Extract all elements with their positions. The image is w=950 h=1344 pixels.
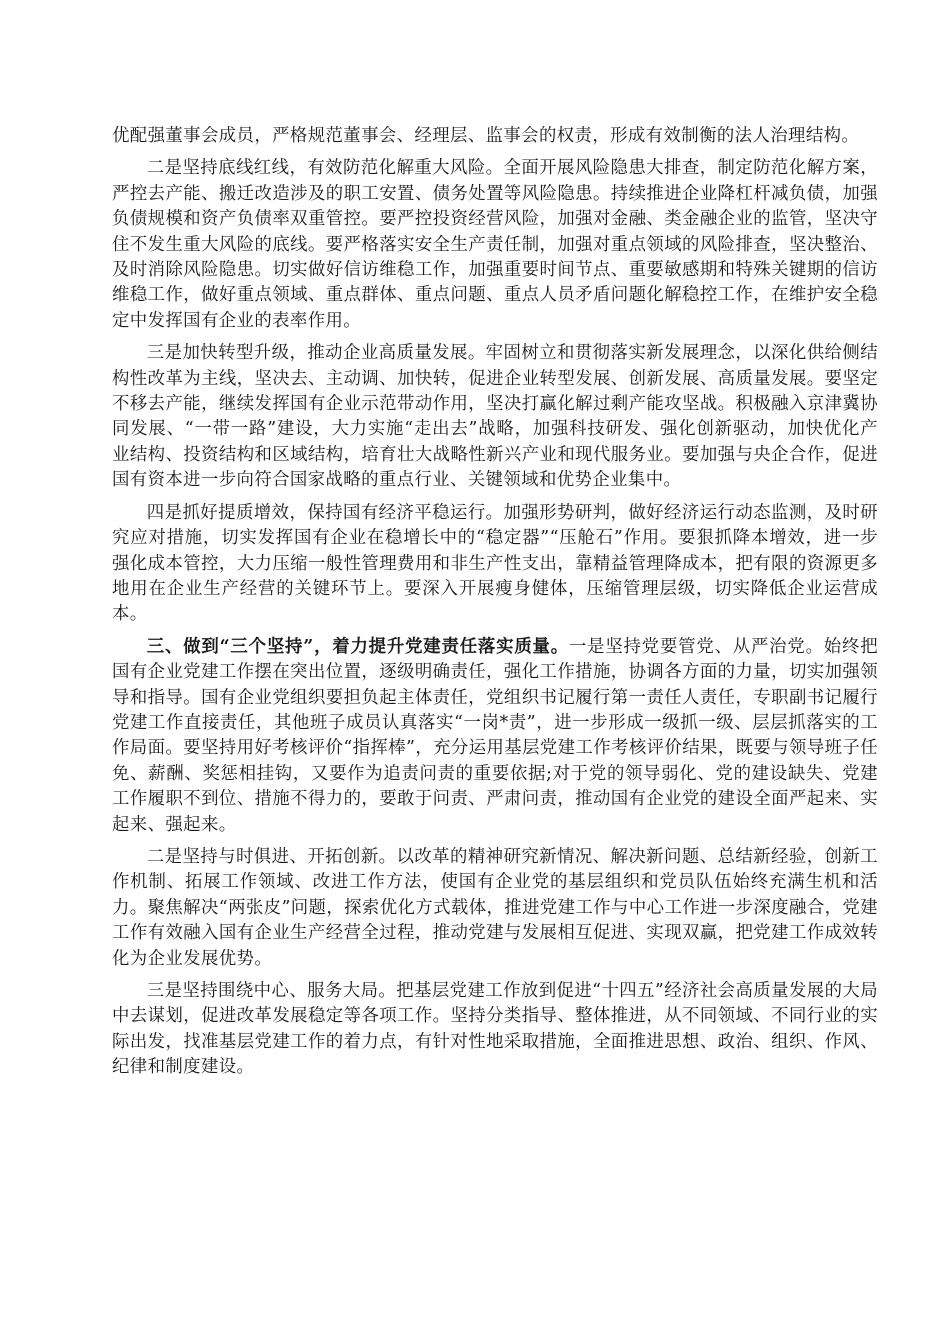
paragraph-risk-prevention (112, 156, 878, 334)
paragraph-text: 四是抓好提质增效，保持国有经济平稳运行。加强形势研判，做好经济运行动态监测，及时研究应对措施，切实发挥国有企业在稳增长中的“稳定器”“压舱石”作用。要狠抓降本增效，进一步强化成本管控，大力压缩一般性管理费用和非生产性支出，靠精益管理降成本，把有限的资源更多地用在企业生产经营的关键环节上。要深入开展瘦身健体，压缩管理层级，切实降低企业运营成本。 (112, 502, 878, 625)
section-heading: 三、做到“三个坚持”，着力提升党建责任落实质量。 (146, 636, 569, 657)
paragraph-text: 三是坚持围绕中心、服务大局。把基层党建工作放到促进“十四五”经济社会高质量发展的大局中去谋划，促进改革发展稳定等各项工作。坚持分类指导、整体推进，从不同领域、不同行业的实际出发，找准基层党建工作的着力点，有针对性地采取措施，全面推进思想、政治、组织、作风、纪律和制度建设。 (112, 981, 878, 1078)
paragraph-innovation (112, 845, 878, 972)
paragraph-text: 二是坚持底线红线，有效防范化解重大风险。全面开展风险隐患大排查，制定防范化解方案，严控去产能、搬迁改造涉及的职工安置、债务处置等风险隐患。持续推进企业降杠杆减负债，加强负债规模和资产负债率双重管控。要严控投资经营风险，加强对金融、类金融企业的监管，坚决守住不发生重大风险的底线。要严格落实安全生产责任制，加强对重点领域的风险排查，坚决整治、及时消除风险隐患。切实做好信访维稳工作，加强重要时间节点、重要敏感期和特殊关键期的信访维稳工作，做好重点领域、重点群体、重点问题、重点人员矛盾问题化解稳控工作，在维护安全稳定中发挥国有企业的表率作用。 (112, 158, 878, 331)
paragraph-transformation (112, 341, 878, 493)
paragraph-efficiency (112, 501, 878, 628)
paragraph-text: 一是坚持党要管党、从严治党。始终把国有企业党建工作摆在突出位置，逐级明确责任，强化工作措施，协调各方面的力量，切实加强领导和指导。国有企业党组织要担负起主体责任，党组织书记履行第一责任人责任，专职副书记履行党建工作直接责任，其他班子成员认真落实“一岗*责”，进一步形成一级抓一级、层层抓落实的工作局面。要坚持用好考核评价“指挥棒”，充分运用基层党建工作考核评价结果，既要与领导班子任免、薪酬、奖惩相挂钩，又要作为追责问责的重要依据;对于党的领导弱化、党的建设缺失、党建工作履职不到位、措施不得力的，要敢于问责、严肃问责，推动国有企业党的建设全面严起来、实起来、强起来。 (112, 636, 878, 835)
paragraph-text: 二是坚持与时俱进、开拓创新。以改革的精神研究新情况、解决新问题、总结新经验，创新工作机制、拓展工作领域、改进工作方法，使国有企业党的基层组织和党员队伍始终充满生机和活力。聚焦解决“两张皮”问题，探索优化方式载体，推进党建工作与中心工作进一步深度融合，党建工作有效融入国有企业生产经营全过程，推动党建与发展相互促进、实现双赢，把党建工作成效转化为企业发展优势。 (112, 846, 878, 969)
paragraph-continuation (112, 124, 878, 149)
document-body (112, 124, 878, 1088)
paragraph-section-three (112, 635, 878, 838)
paragraph-serve-overall (112, 979, 878, 1081)
paragraph-text: 优配强董事会成员，严格规范董事会、经理层、监事会的权责，形成有效制衡的法人治理结构。 (112, 126, 860, 146)
paragraph-text: 三是加快转型升级，推动企业高质量发展。牢固树立和贯彻落实新发展理念，以深化供给侧结构性改革为主线，坚决去、主动调、加快转，促进企业转型发展、创新发展、高质量发展。要坚定不移去产能，继续发挥国有企业示范带动作用，坚决打赢化解过剩产能攻坚战。积极融入京津冀协同发展、“一带一路”建设，大力实施“走出去”战略，加强科技研发、强化创新驱动，加快优化产业结构、投资结构和区域结构，培育壮大战略性新兴产业和现代服务业。要加强与央企合作，促进国有资本进一步向符合国家战略的重点行业、关键领域和优势企业集中。 (112, 343, 878, 491)
